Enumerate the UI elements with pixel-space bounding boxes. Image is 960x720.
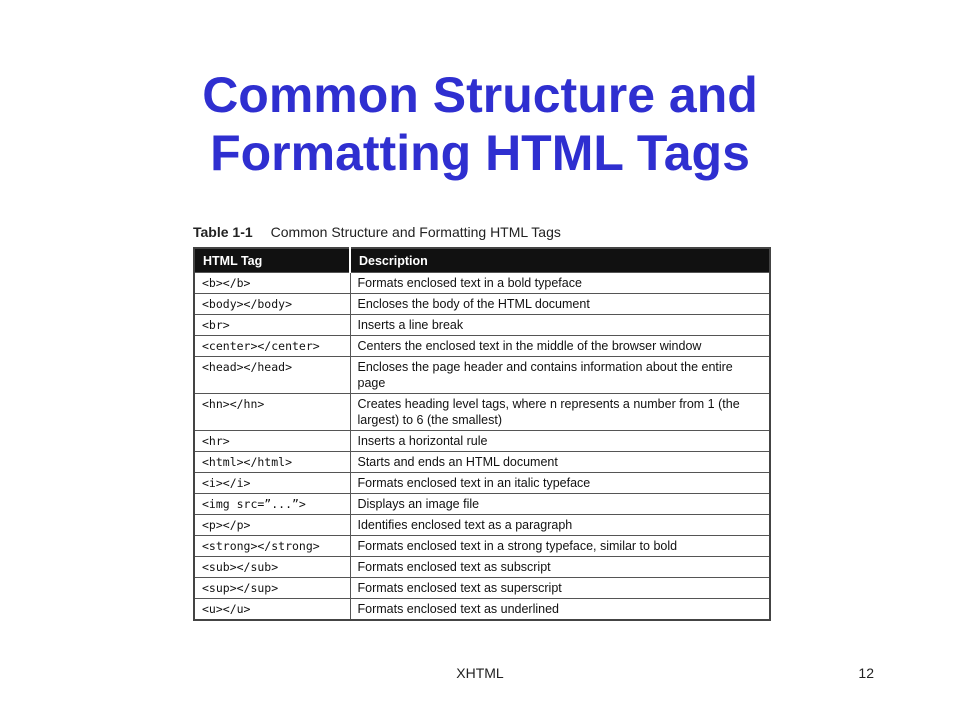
tag-cell: <p></p> <box>194 515 350 536</box>
table-row <box>194 599 770 621</box>
table-caption <box>193 224 561 240</box>
tag-cell: <i></i> <box>194 473 350 494</box>
table-row <box>194 294 770 315</box>
table-row <box>194 315 770 336</box>
table-row <box>194 494 770 515</box>
html-tags-table <box>193 247 771 621</box>
table-row <box>194 357 770 394</box>
table-row <box>194 394 770 431</box>
tag-cell: <b></b> <box>194 273 350 294</box>
description-cell: Displays an image file <box>350 494 770 515</box>
tag-cell: <hr> <box>194 431 350 452</box>
description-cell: Formats enclosed text in a strong typeface, similar to bold <box>350 536 770 557</box>
description-cell: Formats enclosed text as superscript <box>350 578 770 599</box>
slide-title <box>0 66 960 182</box>
description-cell: Formats enclosed text in an italic typeface <box>350 473 770 494</box>
tag-cell: <sub></sub> <box>194 557 350 578</box>
description-cell: Formats enclosed text in a bold typeface <box>350 273 770 294</box>
description-cell: Inserts a line break <box>350 315 770 336</box>
description-cell: Inserts a horizontal rule <box>350 431 770 452</box>
table-row <box>194 273 770 294</box>
table-caption-number: Table 1-1 <box>193 224 253 240</box>
header-html-tag: HTML Tag <box>194 248 350 273</box>
tag-cell: <u></u> <box>194 599 350 621</box>
table-row <box>194 452 770 473</box>
tag-cell: <br> <box>194 315 350 336</box>
description-cell: Identifies enclosed text as a paragraph <box>350 515 770 536</box>
description-cell: Centers the enclosed text in the middle of the browser window <box>350 336 770 357</box>
table-row <box>194 515 770 536</box>
tag-cell: <strong></strong> <box>194 536 350 557</box>
description-cell: Encloses the body of the HTML document <box>350 294 770 315</box>
description-cell: Formats enclosed text as underlined <box>350 599 770 621</box>
header-description: Description <box>350 248 770 273</box>
description-cell: Formats enclosed text as subscript <box>350 557 770 578</box>
table-header-row <box>194 248 770 273</box>
table-row <box>194 578 770 599</box>
slide-number: 12 <box>858 665 874 681</box>
tag-cell: <body></body> <box>194 294 350 315</box>
table-row <box>194 536 770 557</box>
slide-title-line-1: Common Structure and <box>202 67 758 123</box>
tag-cell: <sup></sup> <box>194 578 350 599</box>
tag-cell: <head></head> <box>194 357 350 394</box>
table-caption-text: Common Structure and Formatting HTML Tags <box>270 224 561 240</box>
description-cell: Encloses the page header and contains information about the entire page <box>350 357 770 394</box>
slide-footer: XHTML <box>456 665 504 681</box>
table-row <box>194 336 770 357</box>
tag-cell: <center></center> <box>194 336 350 357</box>
description-cell: Starts and ends an HTML document <box>350 452 770 473</box>
table-row <box>194 557 770 578</box>
table-row <box>194 473 770 494</box>
description-cell: Creates heading level tags, where n represents a number from 1 (the largest) to 6 (the smallest) <box>350 394 770 431</box>
slide-title-line-2: Formatting HTML Tags <box>210 125 750 181</box>
tag-cell: <html></html> <box>194 452 350 473</box>
table-row <box>194 431 770 452</box>
tag-cell: <img src=”...”> <box>194 494 350 515</box>
tag-cell: <hn></hn> <box>194 394 350 431</box>
